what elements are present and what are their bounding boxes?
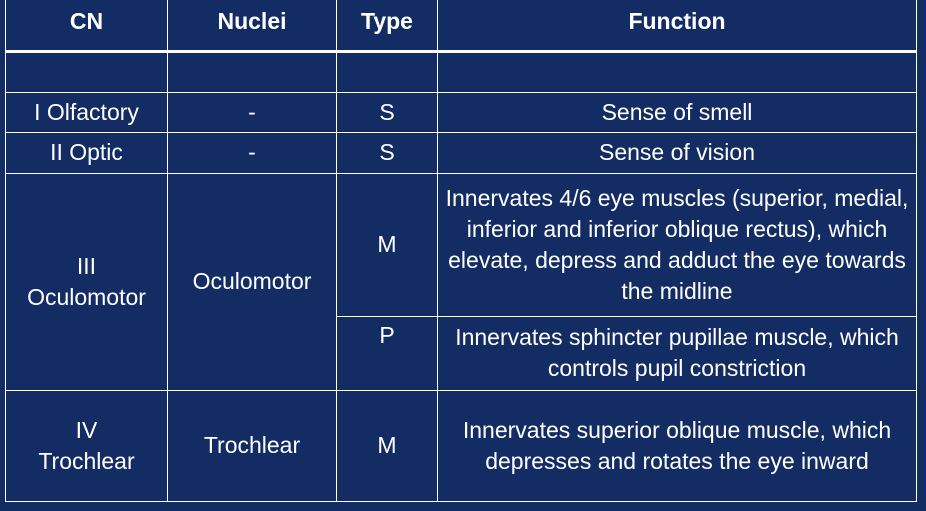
cn-name: Oculomotor (27, 283, 146, 310)
cell-cn: II Optic (6, 133, 168, 173)
cell-nuclei: - (168, 93, 337, 133)
cell-function: Sense of vision (438, 133, 917, 173)
cell-type: P (337, 316, 438, 390)
cn-numeral: III (76, 252, 97, 279)
table-header (6, 0, 917, 52)
header-type: Type (337, 0, 438, 52)
cell-cn (6, 390, 168, 501)
cell-nuclei: Oculomotor (168, 173, 337, 390)
table-body (6, 52, 917, 502)
cell-function: Innervates superior oblique muscle, which depresses and rotates the eye inward (438, 390, 917, 501)
cell-function: Innervates 4/6 eye muscles (superior, medial, inferior and inferior oblique rectus), which elevate, depress and adduct the eye towards the midline (438, 173, 917, 316)
header-cn: CN (6, 0, 168, 52)
header-row (6, 0, 917, 52)
cranial-nerves-table (5, 0, 917, 502)
empty-cell (6, 52, 168, 93)
empty-cell (438, 52, 917, 93)
cell-nuclei: - (168, 133, 337, 173)
table-row-oculomotor (6, 173, 917, 316)
cell-type: S (337, 133, 438, 173)
table-row-empty (6, 52, 917, 93)
cell-function: Sense of smell (438, 93, 917, 133)
cell-cn (6, 173, 168, 390)
table-row-olfactory (6, 93, 917, 133)
cn-name: Trochlear (38, 447, 135, 474)
empty-cell (168, 52, 337, 93)
cell-function: Innervates sphincter pupillae muscle, which controls pupil constriction (438, 316, 917, 390)
table-row-trochlear (6, 390, 917, 501)
cn-numeral: IV (75, 416, 98, 443)
cell-nuclei: Trochlear (168, 390, 337, 501)
cell-type: M (337, 173, 438, 316)
header-nuclei: Nuclei (168, 0, 337, 52)
cell-cn: I Olfactory (6, 93, 168, 133)
table-row-optic (6, 133, 917, 173)
cell-type: M (337, 390, 438, 501)
empty-cell (337, 52, 438, 93)
cell-type: S (337, 93, 438, 133)
header-function: Function (438, 0, 917, 52)
